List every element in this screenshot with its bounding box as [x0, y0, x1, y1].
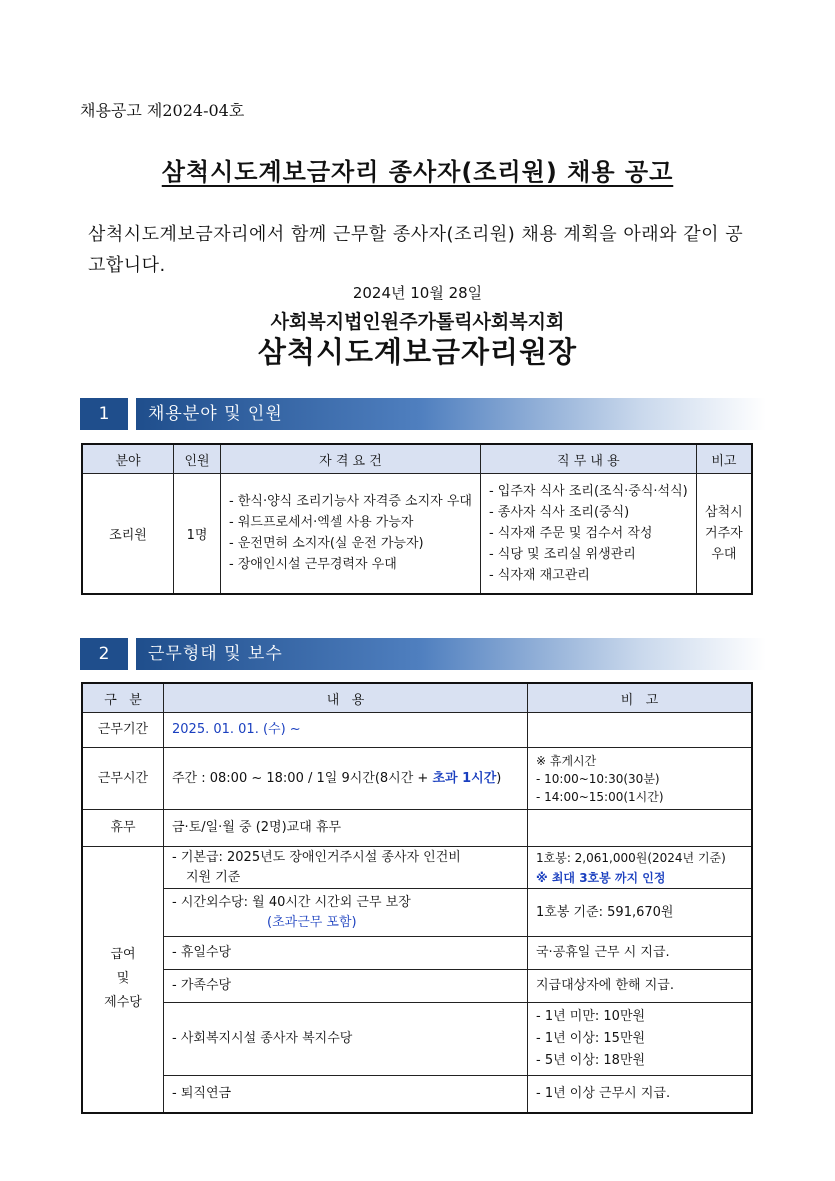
- welfare-pay-note: [528, 1003, 753, 1076]
- header-field: 분야: [82, 444, 174, 474]
- header-remarks: 비고: [696, 444, 752, 474]
- holiday-pay-note: 국·공휴일 근무 시 지급.: [528, 937, 753, 970]
- notice-number: 채용공고 제2024-04호: [80, 101, 245, 120]
- note-line: ※ 휴게시간: [536, 753, 597, 768]
- pay-label-2: 및: [116, 971, 130, 987]
- base-pay-line-2: 지원 기준: [186, 869, 241, 885]
- page-title-text: 삼척시도계보금자리 종사자(조리원) 채용 공고: [161, 158, 674, 186]
- recruitment-table: [81, 443, 753, 595]
- retire-pay: - 퇴직연금: [164, 1076, 528, 1113]
- section-1-number: 1: [80, 398, 128, 430]
- hours-note: [528, 748, 753, 810]
- duties-list: [480, 474, 696, 594]
- pay-label-1: 급여: [110, 947, 136, 963]
- work-pay-table: [81, 682, 753, 1114]
- holiday-pay: - 휴일수당: [164, 937, 528, 970]
- hours-text: 주간 : 08:00 ~ 18:00 / 1일 9시간(8시간 +: [172, 770, 433, 786]
- welfare-pay: - 사회복지시설 종사자 복지수당: [164, 1003, 528, 1076]
- holiday-value: 금·토/일·월 중 (2명)교대 휴무: [164, 810, 528, 847]
- facility-head: 삼척시도계보금자리원장: [257, 335, 578, 369]
- section-2-header: [80, 638, 766, 670]
- holiday-label: 휴무: [82, 810, 164, 847]
- base-pay-note-1: 1호봉: 2,061,000원(2024년 기준): [536, 850, 726, 865]
- remark-line: 삼척시: [705, 504, 743, 520]
- remarks-cell: [696, 474, 752, 594]
- base-pay-note-2: ※ 최대 3호봉 까지 인정: [536, 870, 666, 885]
- intro-text: 삼척시도계보금자리에서 함께 근무할 종사자(조리원) 채용 계획을 아래와 같이 공고합니다.: [88, 224, 744, 276]
- overtime-text: 초과 1시간: [432, 770, 497, 786]
- section-1-label: 채용분야 및 인원: [148, 404, 283, 424]
- pay-label: [82, 847, 164, 1113]
- overtime-line-2: (초과근무 포함): [267, 914, 357, 930]
- section-2-label: 근무형태 및 보수: [148, 644, 283, 664]
- section-2-number: 2: [80, 638, 128, 670]
- section-1-header: [80, 398, 766, 430]
- period-note: [528, 713, 753, 748]
- header-note: 비 고: [528, 683, 753, 713]
- remark-line: 거주자: [705, 525, 743, 541]
- note-line: - 14:00~15:00(1시간): [536, 789, 664, 804]
- list-item: - 한식·양식 조리기능사 자격증 소지자 우대: [229, 494, 472, 510]
- list-item: - 식자재 주문 및 검수서 작성: [488, 525, 653, 541]
- list-item: - 식당 및 조리실 위생관리: [488, 546, 636, 562]
- header-count: 인원: [174, 444, 221, 474]
- pay-label-3: 제수당: [104, 995, 142, 1011]
- family-pay: - 가족수당: [164, 970, 528, 1003]
- hours-value: [164, 748, 528, 810]
- page-title: [0, 152, 835, 187]
- notice-date: 2024년 10월 28일: [352, 284, 483, 302]
- header-category: 구 분: [82, 683, 164, 713]
- list-item: - 식자재 재고관리: [488, 567, 590, 583]
- hours-close: ): [496, 770, 502, 786]
- period-value: 2025. 01. 01. (수) ~: [164, 713, 528, 748]
- note-line: - 10:00~10:30(30분): [536, 771, 660, 786]
- remark-line: 우대: [711, 546, 737, 562]
- list-item: - 장애인시설 근무경력자 우대: [229, 557, 397, 573]
- family-pay-note: 지급대상자에 한해 지급.: [528, 970, 753, 1003]
- note-line: - 1년 이상: 15만원: [536, 1031, 646, 1046]
- period-label: 근무기간: [82, 713, 164, 748]
- overtime-line-1: - 시간외수당: 월 40시간 시간외 근무 보장: [172, 894, 411, 910]
- field-value: 조리원: [82, 474, 174, 594]
- list-item: - 워드프로세서·엑셀 사용 가능자: [229, 515, 414, 531]
- qualifications-list: [221, 474, 481, 594]
- header-content: 내 용: [164, 683, 528, 713]
- organization-name: 사회복지법인원주가톨릭사회복지회: [270, 311, 565, 333]
- base-pay: [164, 847, 528, 889]
- hours-label: 근무시간: [82, 748, 164, 810]
- note-line: - 5년 이상: 18만원: [536, 1053, 646, 1068]
- overtime-note: 1호봉 기준: 591,670원: [528, 889, 753, 937]
- list-item: - 운전면허 소지자(실 운전 가능자): [229, 536, 424, 552]
- base-pay-line-1: - 기본급: 2025년도 장애인거주시설 종사자 인건비: [172, 849, 461, 865]
- retire-pay-note: - 1년 이상 근무시 지급.: [528, 1076, 753, 1113]
- list-item: - 입주자 식사 조리(조식·중식·석식): [488, 483, 688, 499]
- holiday-note: [528, 810, 753, 847]
- list-item: - 종사자 식사 조리(중식): [488, 504, 630, 520]
- base-pay-note: [528, 847, 753, 889]
- note-line: - 1년 미만: 10만원: [536, 1009, 646, 1024]
- count-value: 1명: [174, 474, 221, 594]
- header-qualifications: 자 격 요 건: [221, 444, 481, 474]
- header-duties: 직 무 내 용: [480, 444, 696, 474]
- overtime-pay: [164, 889, 528, 937]
